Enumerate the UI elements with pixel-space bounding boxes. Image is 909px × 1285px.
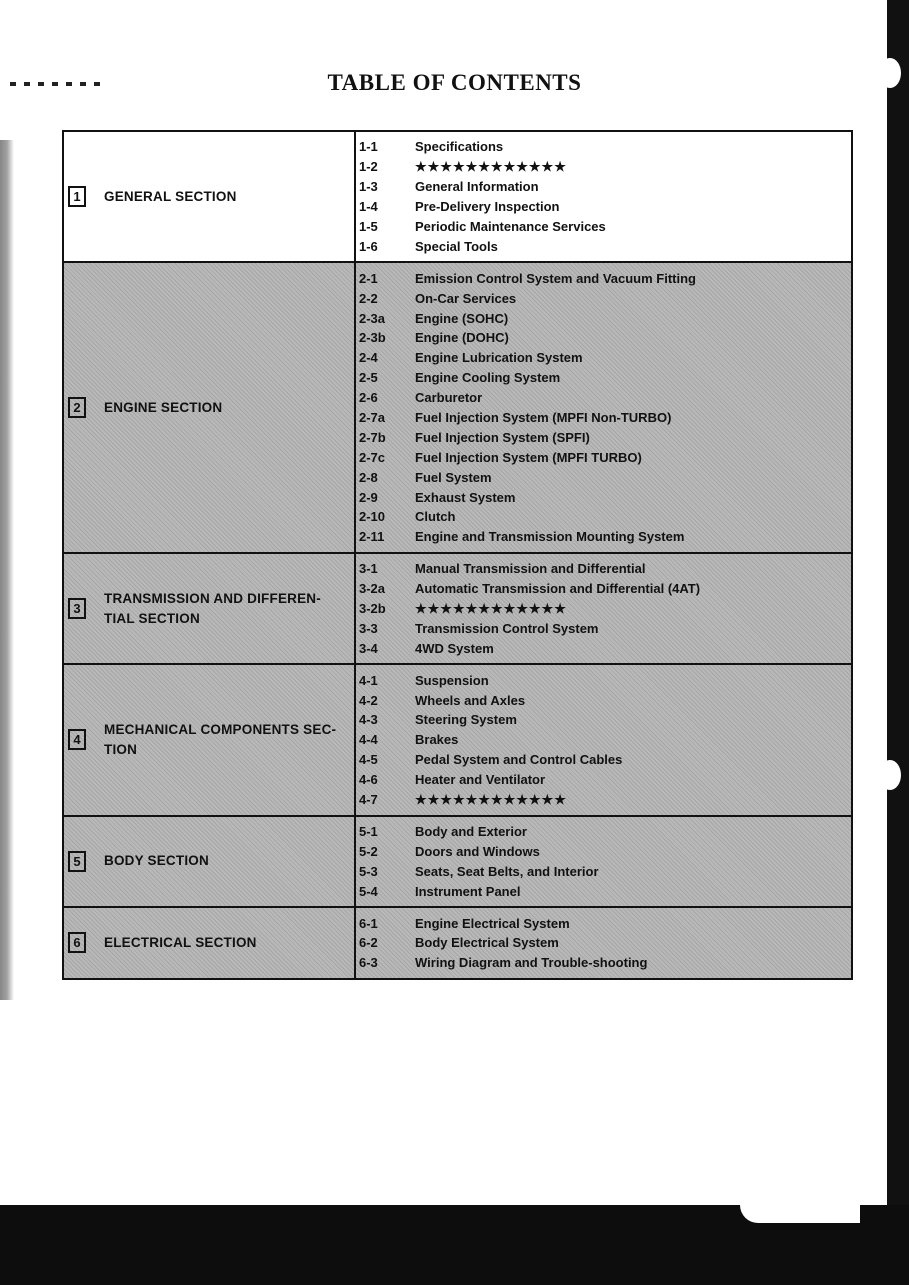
- toc-entry[interactable]: [356, 268, 851, 288]
- toc-entry[interactable]: [356, 217, 851, 237]
- toc-entry[interactable]: [356, 368, 851, 388]
- entry-title: Engine Cooling System: [415, 370, 561, 386]
- entry-code: 1-3: [359, 179, 378, 195]
- entry-title: Pedal System and Control Cables: [415, 752, 623, 768]
- entry-code: 4-2: [359, 692, 378, 708]
- entry-code: 4-6: [359, 772, 378, 788]
- entry-code: 2-5: [359, 370, 378, 386]
- entry-title: Manual Transmission and Differential: [415, 561, 646, 577]
- entry-code: 4-4: [359, 732, 378, 748]
- toc-entry[interactable]: [356, 690, 851, 710]
- entry-title: Specifications: [415, 139, 504, 155]
- toc-entry[interactable]: [356, 447, 851, 467]
- section-header: [64, 908, 356, 978]
- toc-entry[interactable]: [356, 177, 851, 197]
- toc-entry[interactable]: [356, 710, 851, 730]
- toc-entry[interactable]: [356, 822, 851, 842]
- entry-code: 4-7: [359, 792, 378, 808]
- toc-entry[interactable]: [356, 157, 851, 177]
- section-label: TRANSMISSION AND DIFFEREN-TIAL SECTION: [104, 590, 321, 626]
- entry-title: 4WD System: [415, 640, 494, 656]
- section-label: ELECTRICAL SECTION: [104, 934, 257, 950]
- toc-entry[interactable]: [356, 953, 851, 973]
- entry-title: Fuel Injection System (MPFI Non-TURBO): [415, 410, 672, 426]
- section-transmission: [64, 552, 851, 663]
- entry-code: 6-3: [359, 955, 378, 971]
- entry-title: Carburetor: [415, 390, 483, 406]
- entry-code: 3-1: [359, 561, 378, 577]
- section-header: [64, 132, 356, 261]
- entry-title: On-Car Services: [415, 290, 517, 306]
- toc-entry[interactable]: [356, 467, 851, 487]
- entry-code: 1-4: [359, 199, 378, 215]
- binder-hole: [879, 760, 901, 790]
- toc-entry[interactable]: [356, 638, 851, 658]
- section-label: GENERAL SECTION: [104, 188, 237, 204]
- section-number: 5: [68, 851, 86, 872]
- toc-entry[interactable]: [356, 770, 851, 790]
- entry-code: 1-1: [359, 139, 378, 155]
- toc-entry[interactable]: [356, 288, 851, 308]
- entry-title: Body Electrical System: [415, 935, 559, 951]
- toc-table: [62, 130, 853, 980]
- entry-title: Brakes: [415, 732, 459, 748]
- entry-code: 3-2a: [359, 581, 386, 597]
- toc-entry[interactable]: [356, 408, 851, 428]
- entry-code: 5-2: [359, 843, 378, 859]
- entry-code: 3-2b: [359, 601, 386, 617]
- section-electrical: [64, 906, 851, 978]
- toc-entry[interactable]: [356, 328, 851, 348]
- entry-code: 2-6: [359, 390, 378, 406]
- toc-entry[interactable]: [356, 913, 851, 933]
- entry-title: Emission Control System and Vacuum Fitting: [415, 270, 696, 286]
- section-items: [356, 554, 851, 663]
- section-label: BODY SECTION: [104, 853, 209, 869]
- entry-code: 4-1: [359, 672, 378, 688]
- entry-code: 1-2: [359, 159, 378, 175]
- entry-code: 2-3a: [359, 310, 386, 326]
- toc-entry[interactable]: [356, 670, 851, 690]
- entry-code: 4-3: [359, 712, 378, 728]
- entry-title: Fuel System: [415, 469, 492, 485]
- toc-entry[interactable]: [356, 427, 851, 447]
- scan-smudge-left: [0, 140, 14, 1000]
- toc-entry[interactable]: [356, 618, 851, 638]
- entry-title: General Information: [415, 179, 539, 195]
- section-header: [64, 554, 356, 663]
- entry-code: 3-3: [359, 620, 378, 636]
- entry-title: Clutch: [415, 509, 456, 525]
- toc-entry[interactable]: [356, 388, 851, 408]
- page-title: TABLE OF CONTENTS: [327, 70, 582, 95]
- toc-entry[interactable]: [356, 487, 851, 507]
- section-number: 2: [68, 397, 86, 418]
- toc-entry[interactable]: [356, 137, 851, 157]
- entry-title: Engine Lubrication System: [415, 350, 583, 366]
- section-label: MECHANICAL COMPONENTS SEC-TION: [104, 721, 337, 757]
- toc-entry[interactable]: [356, 861, 851, 881]
- entry-title: Engine Electrical System: [415, 915, 570, 931]
- entry-code: 1-5: [359, 219, 378, 234]
- entry-code: 2-10: [359, 509, 386, 525]
- entry-title: Transmission Control System: [415, 620, 599, 636]
- toc-entry[interactable]: [356, 236, 851, 256]
- entry-code: 2-7a: [359, 410, 386, 426]
- entry-code: 6-1: [359, 915, 378, 931]
- toc-entry[interactable]: [356, 579, 851, 599]
- entry-title: Engine and Transmission Mounting System: [415, 529, 685, 545]
- entry-code: 1-6: [359, 238, 378, 254]
- section-items: [356, 817, 851, 907]
- entry-title: Fuel Injection System (MPFI TURBO): [415, 449, 642, 465]
- scan-edge-right: [887, 0, 909, 1285]
- section-body: [64, 815, 851, 907]
- toc-entry[interactable]: [356, 599, 851, 619]
- toc-entry[interactable]: [356, 841, 851, 861]
- entry-code: 2-9: [359, 489, 378, 505]
- entry-code: 2-11: [359, 529, 385, 545]
- entry-title: Doors and Windows: [415, 843, 540, 859]
- section-items: [356, 908, 851, 978]
- entry-title: Instrument Panel: [415, 883, 521, 899]
- entry-title: Pre-Delivery Inspection: [415, 199, 560, 215]
- toc-entry[interactable]: [356, 730, 851, 750]
- entry-code: 2-7b: [359, 429, 386, 445]
- entry-title: Engine (SOHC): [415, 310, 509, 326]
- section-items: [356, 132, 851, 261]
- section-number: 4: [68, 729, 86, 750]
- entry-code: 5-4: [359, 883, 378, 899]
- entry-code: 6-2: [359, 935, 378, 951]
- scan-highlight: [740, 1205, 860, 1223]
- toc-entry[interactable]: [356, 790, 851, 810]
- entry-title: Fuel Injection System (SPFI): [415, 429, 590, 445]
- entry-code: 2-8: [359, 469, 378, 485]
- toc-entry[interactable]: [356, 348, 851, 368]
- section-items: [356, 665, 851, 814]
- section-label: ENGINE SECTION: [104, 399, 223, 415]
- toc-entry[interactable]: [356, 308, 851, 328]
- section-header: [64, 665, 356, 814]
- entry-title: Seats, Seat Belts, and Interior: [415, 863, 599, 879]
- entry-code: 3-4: [359, 640, 378, 656]
- section-number: 6: [68, 932, 86, 953]
- entry-title: Wheels and Axles: [415, 692, 526, 708]
- entry-title: Suspension: [415, 672, 489, 688]
- toc-entry[interactable]: [356, 750, 851, 770]
- entry-title: Special Tools: [415, 238, 498, 254]
- toc-entry[interactable]: [356, 507, 851, 527]
- entry-title: Engine (DOHC): [415, 330, 509, 346]
- section-header: [64, 263, 356, 551]
- section-mechanical: [64, 663, 851, 814]
- toc-entry[interactable]: [356, 197, 851, 217]
- section-header: [64, 817, 356, 907]
- toc-entry[interactable]: [356, 933, 851, 953]
- entry-title: Body and Exterior: [415, 823, 527, 839]
- entry-title: Heater and Ventilator: [415, 772, 546, 788]
- binder-hole: [879, 58, 901, 88]
- entry-title: Exhaust System: [415, 489, 516, 505]
- entry-code: 2-4: [359, 350, 378, 366]
- entry-code: 5-3: [359, 863, 378, 879]
- entry-title: ★★★★★★★★★★★★: [415, 791, 567, 807]
- section-number: 1: [68, 186, 86, 207]
- entry-code: 2-1: [359, 270, 378, 286]
- toc-entry[interactable]: [356, 559, 851, 579]
- toc-entry[interactable]: [356, 881, 851, 901]
- section-number: 3: [68, 598, 86, 619]
- entry-title: ★★★★★★★★★★★★: [415, 600, 567, 616]
- section-items: [356, 263, 851, 551]
- section-engine: [64, 261, 851, 551]
- entry-title: Wiring Diagram and Trouble-shooting: [415, 955, 648, 971]
- toc-entry[interactable]: [356, 527, 851, 547]
- entry-title: Automatic Transmission and Differential (4AT): [415, 581, 701, 597]
- entry-code: 2-7c: [359, 449, 386, 465]
- entry-title: Steering System: [415, 712, 517, 728]
- entry-title: Periodic Maintenance Services: [415, 219, 606, 234]
- section-general: [64, 132, 851, 261]
- entry-code: 2-2: [359, 290, 378, 306]
- entry-code: 2-3b: [359, 330, 386, 346]
- entry-code: 5-1: [359, 823, 378, 839]
- entry-title: ★★★★★★★★★★★★: [415, 158, 567, 174]
- entry-code: 4-5: [359, 752, 378, 768]
